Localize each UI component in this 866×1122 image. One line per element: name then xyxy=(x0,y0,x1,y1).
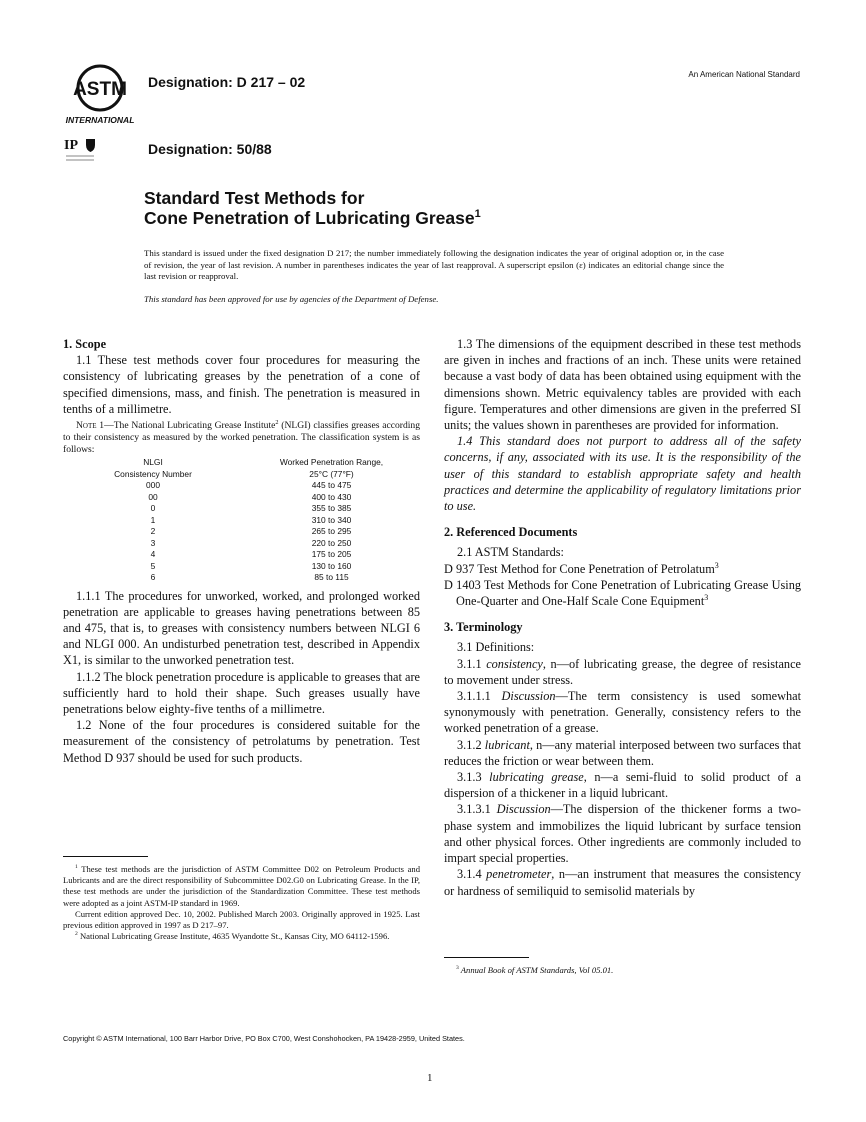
svg-text:ASTM: ASTM xyxy=(73,79,127,100)
penetration-range-cell: 355 to 385 xyxy=(311,503,352,514)
footnotes-right xyxy=(444,965,801,976)
penetration-range-cell: 310 to 340 xyxy=(311,514,352,525)
paragraph-3-1-1: 3.1.1 consistency, n—of lubricating grease, the degree of resistance to movement under stress. xyxy=(444,656,801,687)
nlgi-number-cell: 3 xyxy=(150,537,156,548)
nlgi-number-cell: 000 xyxy=(146,480,160,491)
footnote-2: $^2$ National Lubricating Grease Institute, 4635 Wyandotte St., Kansas City, MO 64112-1596. xyxy=(75,931,390,942)
footnotes-left xyxy=(63,864,420,942)
penetration-range-cell: 400 to 430 xyxy=(311,491,352,502)
issue-note: This standard is issued under the fixed designation D 217; the number immediately following the designation indicates the year of original adoption or, in the case of revision, the year of last revision. A number in parentheses indicates the year of last reapproval. A superscript epsilon (ε) indicates an editorial change since the last revision or reapproval. xyxy=(144,248,724,281)
nlgi-table: NLGI Worked Penetration Range, Consistency Number 25°C (77°F) 000 445 to 475 00 400 to 430 0 355 to 385 1 310 to 340 2 265 to 295 3 220 to 250 4 175 to 205 5 130 to 160 6 85 to 115 xyxy=(63,457,420,584)
paragraph-2-1: 2.1 ASTM Standards: xyxy=(457,545,564,560)
astm-logo xyxy=(64,62,136,126)
paragraph-3-1-3-1: 3.1.3.1 Discussion—The dispersion of the thickener forms a two-phase system and immobilizes the liquid lubricant by surface tension and other physical forces. Other ingredients are commonly included to impart special properties. xyxy=(444,802,802,866)
footnote-1b: Current edition approved Dec. 10, 2002. Published March 2003. Originally approved in 1925. Last previous edition approved in 1997 as D 217–97. xyxy=(63,908,420,931)
nlgi-number-cell: 00 xyxy=(148,491,158,502)
penetration-range-cell: 445 to 475 xyxy=(311,480,352,491)
nlgi-number-cell: 5 xyxy=(150,560,156,571)
footnote-1: $^1$ These test methods are the jurisdiction of ASTM Committee D02 on Petroleum Products and Lubricants and are the direct responsibility of Subcommittee D02.G0 on Lubricating Grease. In the IP, these test methods are under the jurisdiction of the Standardization Committee. These test methods were adopted as a joint ASTM-IP standard in 1969. xyxy=(63,864,420,908)
penetration-range-cell: 130 to 160 xyxy=(311,560,352,571)
reference-d1403: D 1403 Test Methods for Cone Penetration of Lubricating Grease Using One-Quarter and One-Half Scale Cone Equipment$^3$ xyxy=(444,577,801,609)
section-heading-terminology: 3. Terminology xyxy=(444,620,523,635)
svg-text:IP: IP xyxy=(64,138,78,153)
penetration-range-cell: 175 to 205 xyxy=(311,549,352,560)
paragraph-3-1-4: 3.1.4 penetrometer, n—an instrument that measures the consistency or hardness of semiliquid to semisolid materials by xyxy=(444,867,801,898)
ip-logo xyxy=(64,136,104,166)
section-heading-referenced-documents: 2. Referenced Documents xyxy=(444,525,578,540)
table-row xyxy=(63,480,420,492)
svg-text:INTERNATIONAL: INTERNATIONAL xyxy=(65,115,135,125)
nlgi-number-cell: 2 xyxy=(150,526,156,537)
designation-ip: Designation: 50/88 xyxy=(148,141,272,157)
title-footnote-mark: 1 xyxy=(474,208,481,221)
right-column xyxy=(444,336,801,899)
footnote-rule-left xyxy=(63,856,148,857)
paragraph-1-4: 1.4 This standard does not purport to address all of the safety concerns, if any, associated with its use. It is the responsibility of the user of this standard to establish appropriate safety and health practices and determine the applicability of regulatory limitations prior to use. xyxy=(444,434,801,514)
penetration-range-cell: 85 to 115 xyxy=(314,572,349,583)
paragraph-3-1: 3.1 Definitions: xyxy=(457,640,535,655)
paragraph-1-2: 1.2 None of the four procedures is considered suitable for the measurement of the consistency of petrolatums by penetration. Test Method D 937 should be used for such products. xyxy=(63,718,420,765)
paragraph-3-1-3: 3.1.3 lubricating grease, n—a semi-fluid to solid product of a dispersion of a thickener in a liquid lubricant. xyxy=(444,770,801,801)
footnote-rule-right xyxy=(444,957,529,958)
dod-note: This standard has been approved for use by agencies of the Department of Defense. xyxy=(144,294,439,304)
paragraph-1-1-2: 1.1.2 The block penetration procedure is applicable to greases that are sufficiently hard to hold their shape. Such greases usually have penetrations below eighty-five tenths of a millimetre. xyxy=(63,669,420,716)
copyright-footer: Copyright © ASTM International, 100 Barr Harbor Drive, PO Box C700, West Conshohocken, PA 19428-2959, United States. xyxy=(63,1034,465,1043)
left-column xyxy=(63,336,420,766)
section-heading-scope: 1. Scope xyxy=(63,337,107,351)
table-row xyxy=(63,503,420,515)
paragraph-1-1: 1.1 These test methods cover four procedures for measuring the consistency of lubricating greases by the penetration of a cone of specified dimensions, mass, and finish. The penetration is measured in tenths of a millimetre. xyxy=(63,353,420,416)
note-1: Note 1—The National Lubricating Grease Institute$^2$ (NLGI) classifies greases according to their consistency as measured by the worked penetration. The classification system is as follows: xyxy=(63,418,421,456)
table-row xyxy=(63,538,420,550)
table-row xyxy=(63,515,420,527)
footnote-3: $^3$ Annual Book of ASTM Standards, Vol 05.01. xyxy=(456,965,614,975)
table-row xyxy=(63,549,420,561)
reference-d937: D 937 Test Method for Cone Penetration of Petrolatum$^3$ xyxy=(444,560,719,576)
table-row xyxy=(63,526,420,538)
page-number: 1 xyxy=(427,1072,433,1084)
paragraph-1-3: 1.3 The dimensions of the equipment described in these test methods are given in inches and fractions of an inch. These units were retained because a vast body of data has been obtained using equipment with the dimensions shown. Metric equivalency tables are provided with each figure. Temperatures and other dimensions are given in the preferred SI units; the values shown in parentheses are provided for information. xyxy=(444,337,801,433)
title-line-2: Cone Penetration of Lubricating Grease$^1$ xyxy=(144,208,481,228)
table-row xyxy=(63,561,420,573)
nlgi-number-cell: 4 xyxy=(150,549,156,560)
title-line-1: Standard Test Methods for xyxy=(144,188,365,208)
paragraph-1-1-1: 1.1.1 The procedures for unworked, worked, and prolonged worked penetration are applicable to greases having penetrations between 85 and 475, that is, to greases with consistency numbers between NLGI 6 and NLGI 000. An undisturbed penetration test, described in Appendix X1, is similar to the unworked penetration test. xyxy=(63,588,420,668)
nlgi-number-cell: 1 xyxy=(150,514,156,525)
paragraph-3-1-1-1: 3.1.1.1 Discussion—The term consistency is used somewhat synonymously with penetration. Generally, consistency refers to the worked penetration of a grease. xyxy=(444,689,801,736)
table-row xyxy=(63,492,420,504)
national-standard-label: An American National Standard xyxy=(688,70,800,79)
designation-main: Designation: D 217 – 02 xyxy=(148,74,306,90)
table-row xyxy=(63,572,420,584)
penetration-range-cell: 265 to 295 xyxy=(311,526,352,537)
document-title xyxy=(144,188,481,228)
nlgi-number-cell: 0 xyxy=(150,503,156,514)
penetration-range-cell: 220 to 250 xyxy=(311,537,352,548)
paragraph-3-1-2: 3.1.2 lubricant, n—any material interposed between two surfaces that reduces the friction or wear between them. xyxy=(444,737,802,768)
nlgi-number-cell: 6 xyxy=(150,572,156,583)
